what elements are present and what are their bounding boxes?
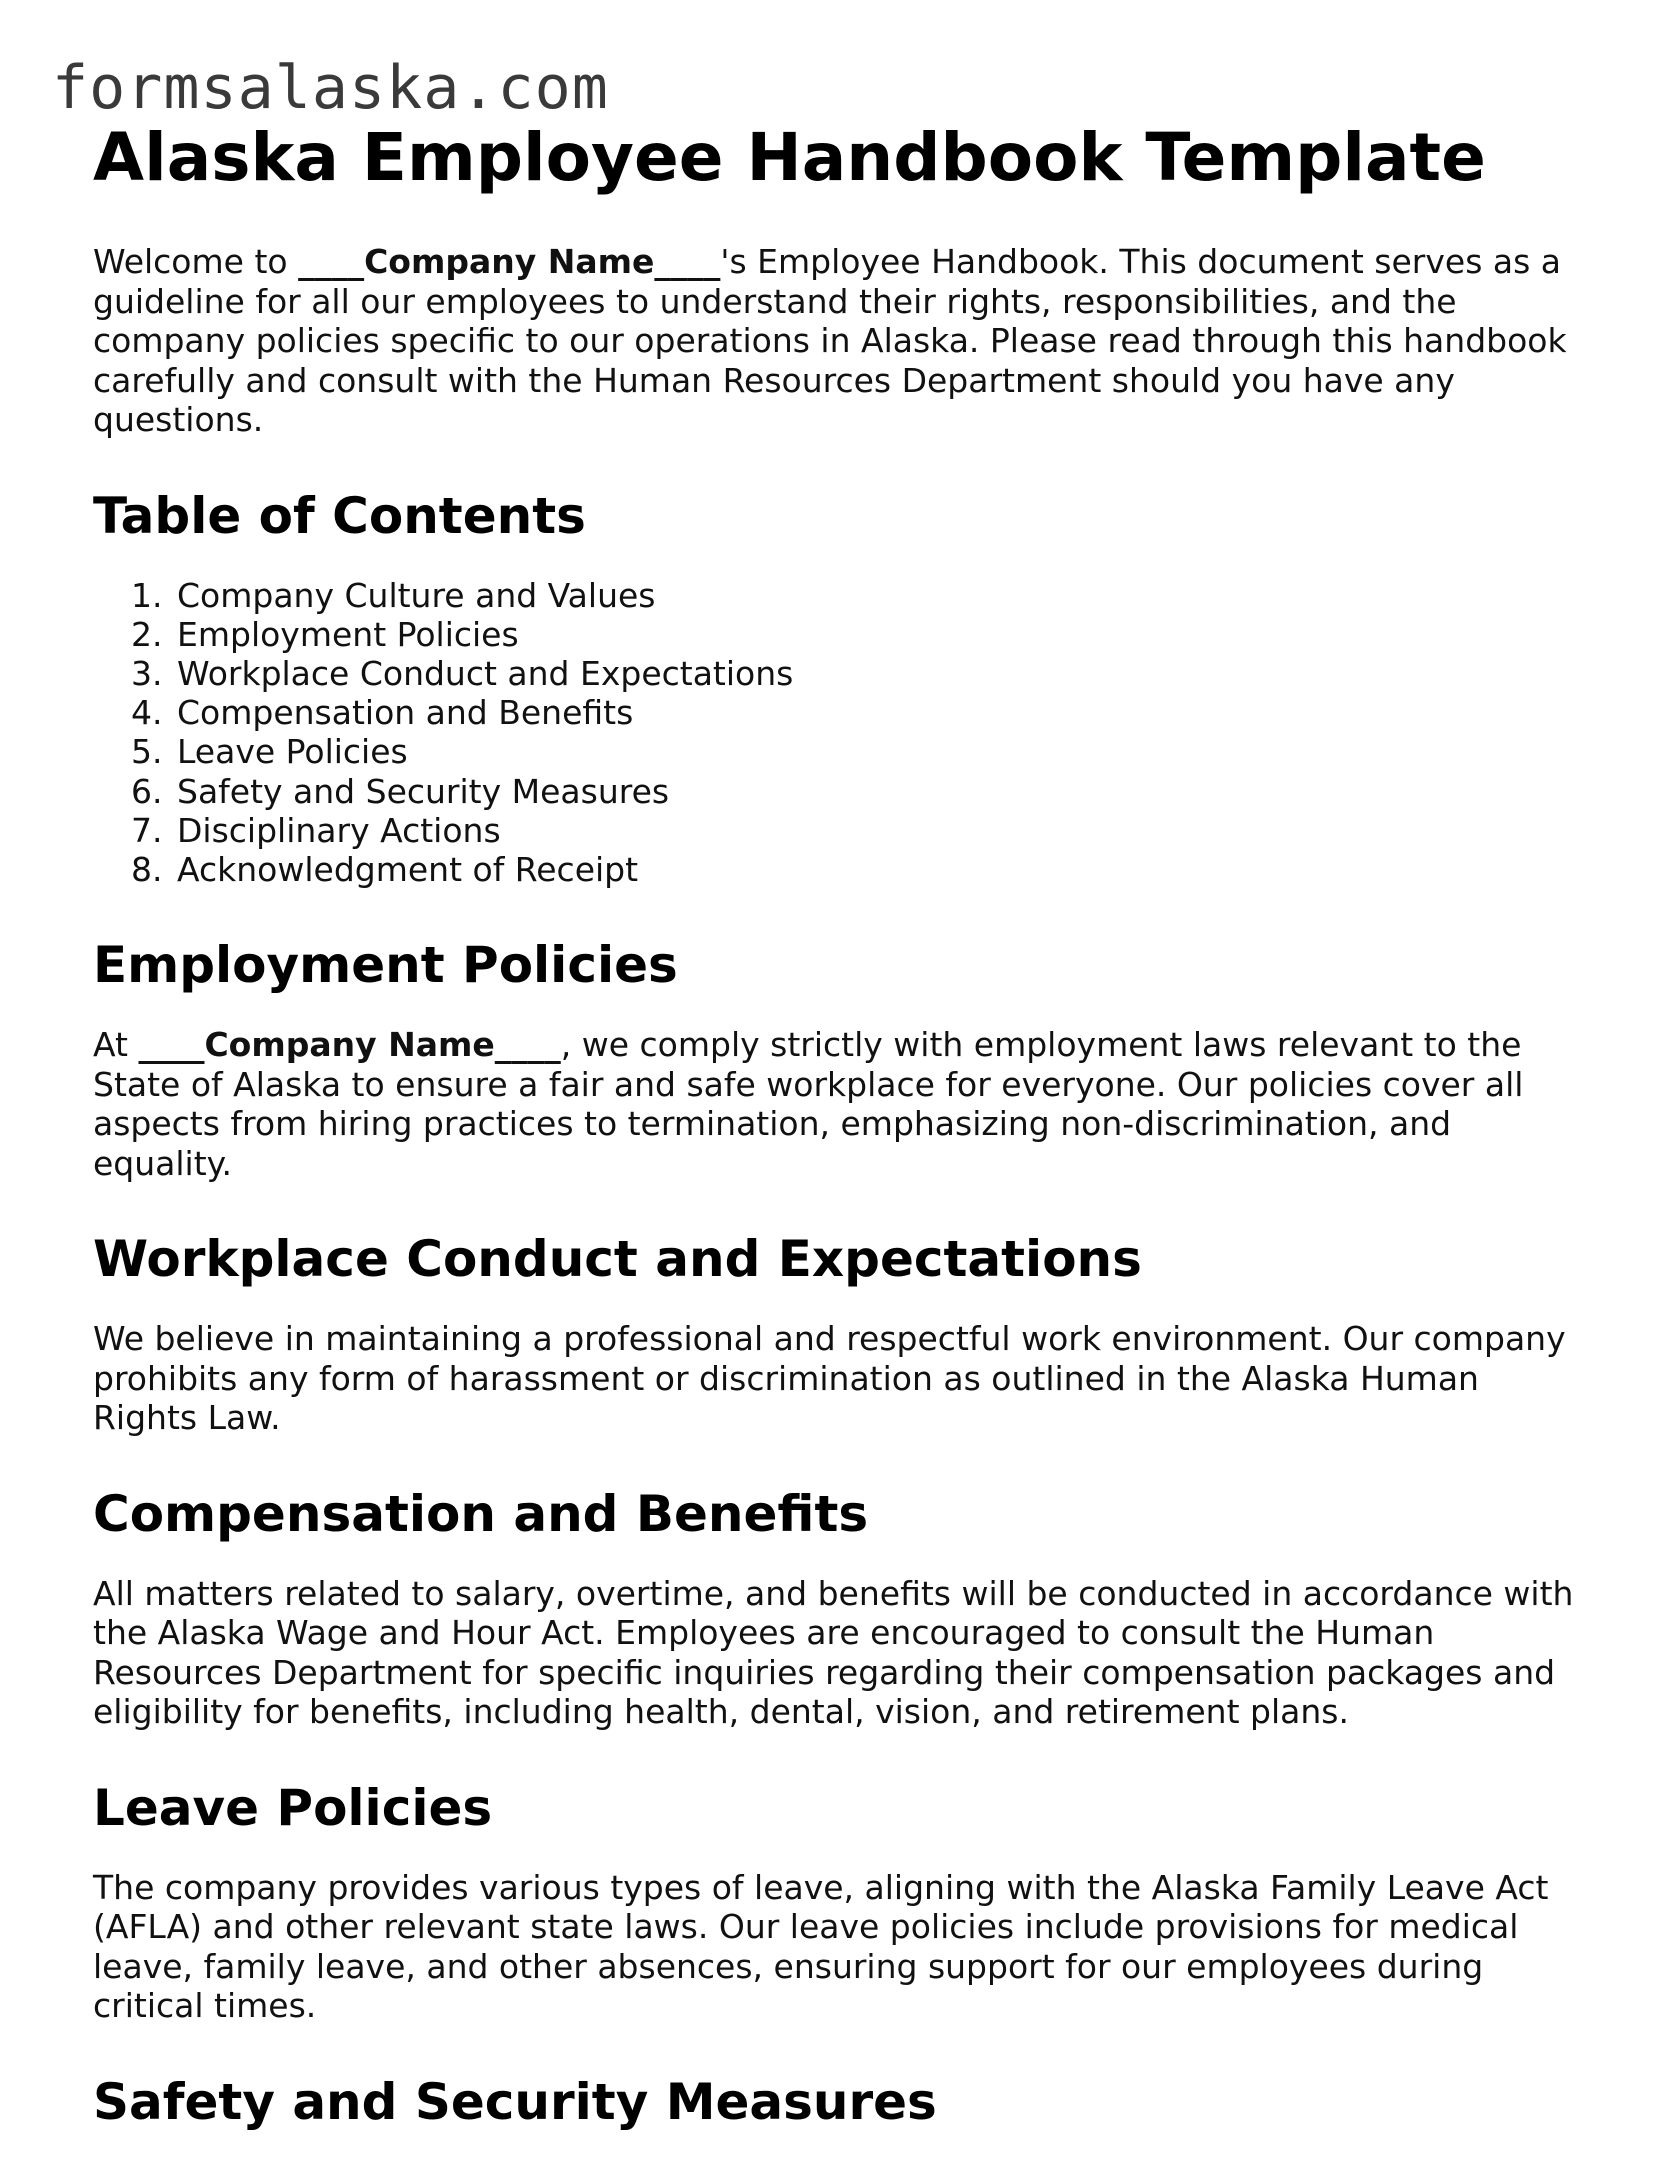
leave-policies-heading: Leave Policies (93, 1778, 493, 1837)
compensation-benefits-paragraph: All matters related to salary, overtime, and benefits will be conducted in accordance with the Alaska Wage and Hour Act. Employees are encouraged to consult the Human Resources Department for specific inquiries regarding their compensation packages and eligibility for benefits, including health, dental, vision, and retirement plans. (93, 1573, 1574, 1732)
company-name-placeholder: ____Company Name____ (298, 242, 721, 281)
employment-text-before: At (93, 1025, 139, 1065)
toc-list (93, 576, 1593, 890)
toc-item: 6. Safety and Security Measures (173, 772, 1593, 811)
leave-policies-paragraph: The company provides various types of leave, aligning with the Alaska Family Leave Act (AFLA) and other relevant state laws. Our leave policies include provisions for medical leave, family leave, and other absences, ensuring support for our employees during critical times. (93, 1867, 1549, 2026)
toc-item: 5. Leave Policies (173, 732, 1593, 771)
toc-item: 2. Employment Policies (173, 615, 1593, 654)
intro-text-after: 's Employee Handbook. This document serves as a guideline for all our employees to understand their rights, responsibilities, and the company policies specific to our operations in Alaska. Please read through this handbook carefully and consult with the Human Resources Department should you have any questions. (93, 242, 1567, 439)
toc-item: 8. Acknowledgment of Receipt (173, 850, 1593, 889)
compensation-benefits-heading: Compensation and Benefits (93, 1484, 869, 1543)
safety-security-heading: Safety and Security Measures (93, 2072, 937, 2131)
document-page (93, 116, 1593, 2162)
toc-item: 4. Compensation and Benefits (173, 693, 1593, 732)
document-title: Alaska Employee Handbook Template (93, 119, 1486, 196)
workplace-conduct-paragraph: We believe in maintaining a professional and respectful work environment. Our company prohibits any form of harassment or discrimination as outlined in the Alaska Human Rights Law. (93, 1319, 1566, 1438)
toc-item: 3. Workplace Conduct and Expectations (173, 654, 1593, 693)
employment-text-after: , we comply strictly with employment laws relevant to the State of Alaska to ensure a fair and safe workplace for everyone. Our policies cover all aspects from hiring practices to termination, emphasizing non-discrimination, and equality. (93, 1025, 1524, 1183)
workplace-conduct-heading: Workplace Conduct and Expectations (93, 1230, 1142, 1289)
company-name-placeholder: ____Company Name____ (138, 1025, 561, 1065)
intro-paragraph (93, 242, 1593, 440)
toc-item: 7. Disciplinary Actions (173, 811, 1593, 850)
intro-text-before: Welcome to (93, 242, 299, 281)
toc-heading: Table of Contents (93, 486, 586, 545)
toc-item: 1. Company Culture and Values (173, 576, 1593, 615)
watermark: formsalaska.com (52, 53, 609, 123)
employment-policies-paragraph (93, 1025, 1593, 1183)
employment-policies-heading: Employment Policies (93, 936, 678, 995)
